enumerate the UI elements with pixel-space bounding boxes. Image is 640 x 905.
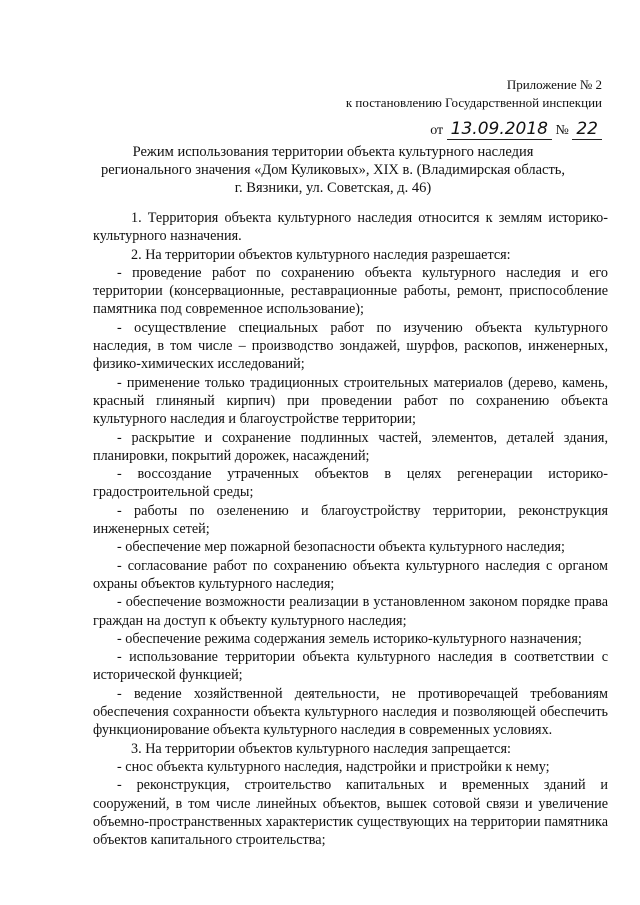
list-item: - воссоздание утраченных объектов в целях регенерации историко-градостроительной среды;: [93, 466, 608, 501]
title-line: г. Вязники, ул. Советская, д. 46): [234, 180, 432, 196]
list-item: - реконструкция, строительство капитальных и временных зданий и сооружений, в том числе линейных объектов, вышек сотовой связи и увеличение объемно-пространственных характеристик существующих на территории памятника объектов капитального строительства;: [93, 777, 608, 849]
list-item: - ведение хозяйственной деятельности, не противоречащей требованиям обеспечения сохранности объекта культурного наследия и позволяющей обеспечить функционирование объекта культурного наследия в современных условиях.: [93, 685, 608, 739]
list-item: - согласование работ по сохранению объекта культурного наследия с органом охраны объектов культурного наследия;: [93, 557, 608, 592]
list-item: - раскрытие и сохранение подлинных частей, элементов, деталей здания, планировки, покрытий дорожек, насаждений;: [93, 429, 608, 464]
list-item: - проведение работ по сохранению объекта культурного наследия и его территории (консервационные, реставрационные работы, ремонт, приспособление памятника под современное использование);: [93, 264, 608, 318]
list-item: - использование территории объекта культурного наследия в соответствии с исторической функцией;: [93, 649, 608, 684]
list-item: - осуществление специальных работ по изучению объекта культурного наследия, в том числе – производство зондажей, шурфов, раскопов, инженерных, физико-химических исследований;: [93, 319, 608, 373]
appendix-label: Приложение № 2: [506, 77, 602, 92]
number-label: №: [555, 123, 569, 138]
list-item: - применение только традиционных строительных материалов (дерево, камень, красный глиняный кирпич) при проведении работ по сохранению объекта культурного наследия и благоустройстве территории;: [93, 374, 608, 428]
appendix-header: [346, 76, 602, 140]
title-line: Режим использования территории объекта культурного наследия: [132, 144, 534, 160]
from-label: от: [430, 123, 444, 138]
numbered-clause: 2. На территории объектов культурного наследия разрешается:: [131, 246, 511, 263]
list-item: - обеспечение мер пожарной безопасности объекта культурного наследия;: [117, 539, 565, 556]
list-item: - обеспечение возможности реализации в установленном законом порядке права граждан на доступ к объекту культурного наследия;: [93, 594, 608, 629]
list-item: - обеспечение режима содержания земель историко-культурного назначения;: [117, 630, 582, 647]
title-line: регионального значения «Дом Куликовых», XIX в. (Владимирская область,: [100, 162, 566, 178]
handwritten-date: 13.09.2018: [447, 119, 552, 140]
list-item: - работы по озеленению и благоустройству территории, реконструкция инженерных сетей;: [93, 502, 608, 538]
numbered-clause: 1. Территория объекта культурного наследия относится к землям историко-культурного назначения.: [93, 210, 608, 245]
handwritten-number: 22: [572, 119, 602, 140]
document-body: [93, 209, 608, 849]
date-number-line: [346, 120, 602, 140]
list-item: - снос объекта культурного наследия, надстройки и пристройки к нему;: [117, 758, 550, 775]
numbered-clause: 3. На территории объектов культурного наследия запрещается:: [131, 740, 511, 757]
resolution-reference: к постановлению Государственной инспекции: [345, 95, 602, 110]
document-title: [60, 143, 606, 197]
